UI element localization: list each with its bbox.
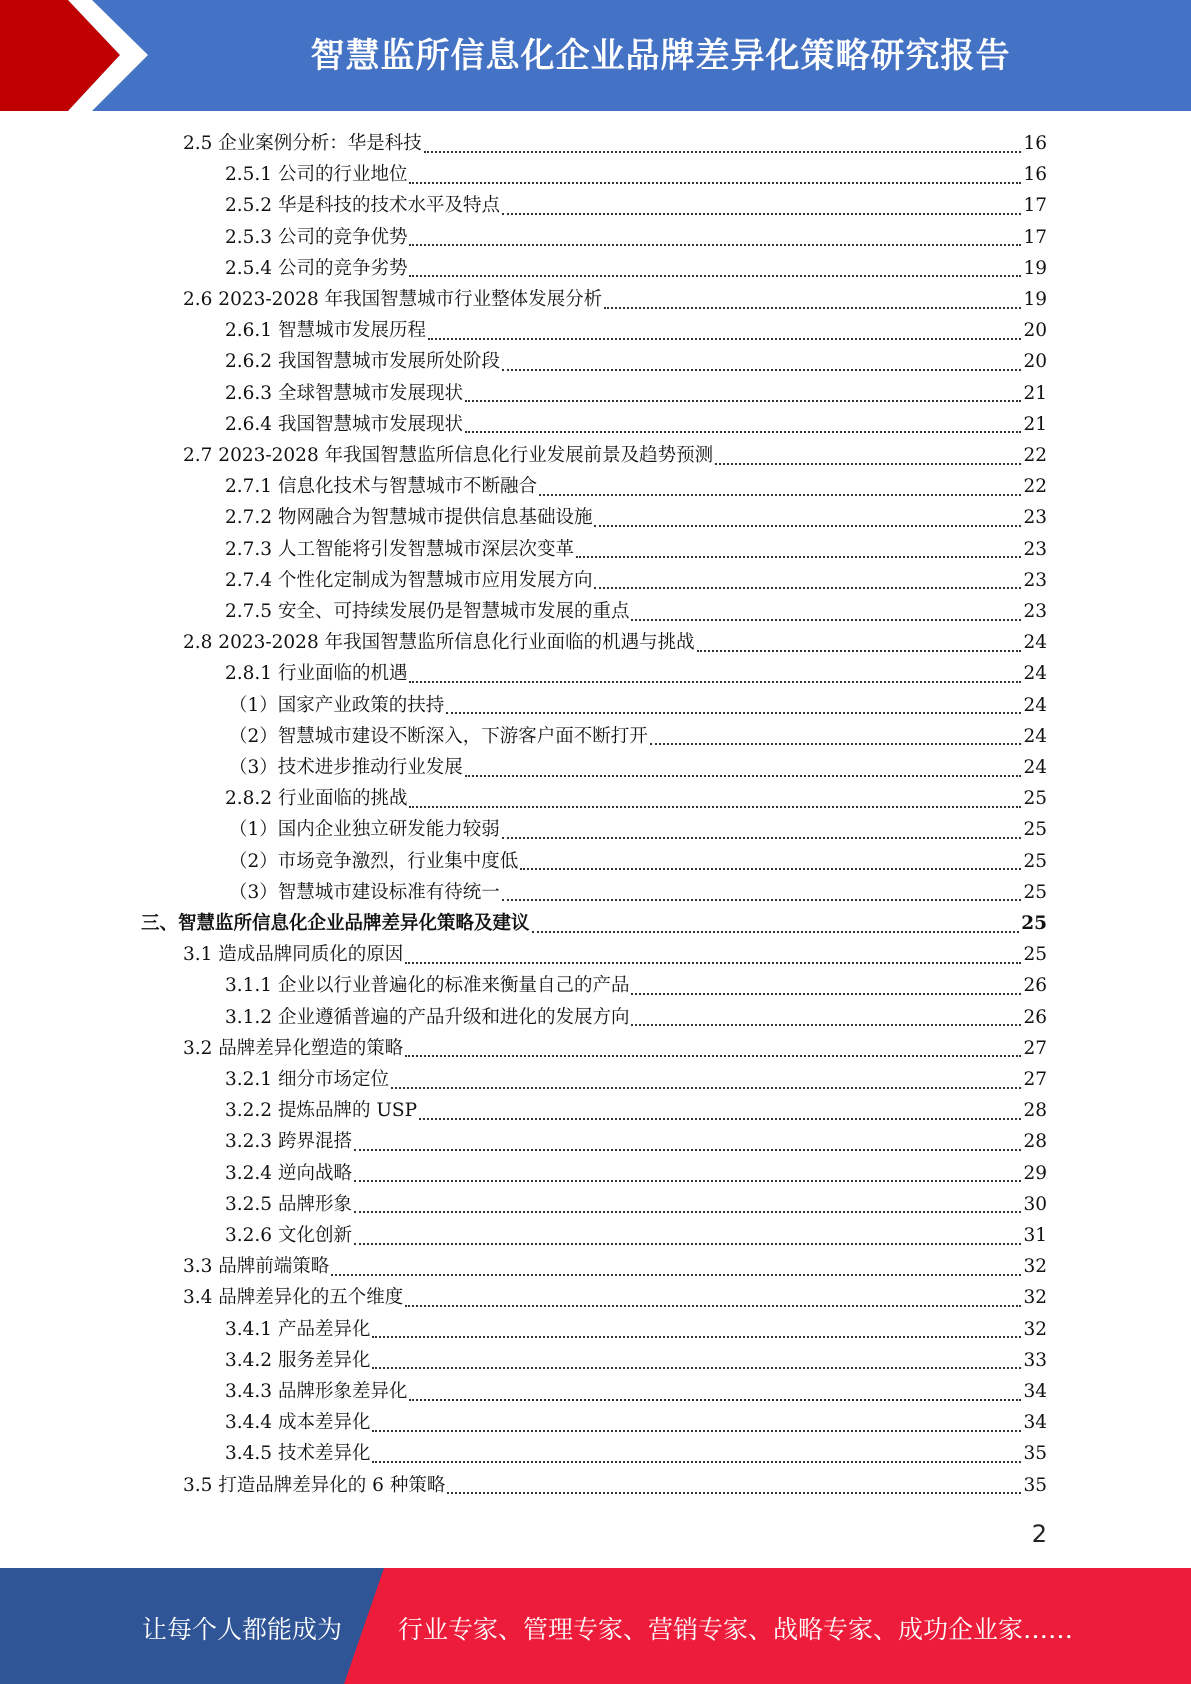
toc-leader-dots <box>502 213 1021 215</box>
toc-entry-page: 24 <box>1023 725 1047 747</box>
toc-leader-dots <box>331 1274 1021 1276</box>
toc-entry-page: 34 <box>1023 1412 1047 1434</box>
toc-leader-dots <box>372 1461 1021 1463</box>
toc-entry[interactable] <box>183 284 1047 315</box>
toc-entry-label: 3.2.4 逆向战略 <box>225 1162 352 1184</box>
toc-entry[interactable] <box>225 471 1047 502</box>
toc-entry[interactable] <box>225 1002 1047 1033</box>
toc-entry-label: 2.6.2 我国智慧城市发展所处阶段 <box>225 351 500 373</box>
toc-leader-dots <box>631 993 1021 995</box>
toc-entry[interactable] <box>183 1470 1047 1501</box>
toc-leader-dots <box>391 1087 1021 1089</box>
toc-entry-page: 17 <box>1023 226 1047 248</box>
toc-entry-page: 25 <box>1023 850 1047 872</box>
toc-entry-label: （3）智慧城市建设标准有待统一 <box>229 881 500 903</box>
toc-leader-dots <box>697 650 1022 652</box>
toc-entry[interactable] <box>225 378 1047 409</box>
toc-leader-dots <box>419 1118 1021 1120</box>
toc-entry-label: 3.5 打造品牌差异化的 6 种策略 <box>183 1474 446 1496</box>
toc-leader-dots <box>372 1430 1021 1432</box>
toc-entry-label: （1）国内企业独立研发能力较弱 <box>229 819 500 841</box>
toc-entry[interactable] <box>225 1158 1047 1189</box>
toc-entry[interactable] <box>183 128 1047 159</box>
toc-leader-dots <box>409 182 1021 184</box>
footer-slogan-left: 让每个人都能成为 <box>142 1615 343 1644</box>
toc-entry-page: 26 <box>1023 975 1047 997</box>
toc-entry-label: 3.4.3 品牌形象差异化 <box>225 1381 408 1402</box>
toc-entry-page: 16 <box>1023 133 1047 154</box>
toc-entry-label: 2.6 2023-2028 年我国智慧城市行业整体发展分析 <box>183 289 603 310</box>
toc-entry[interactable] <box>225 1064 1047 1095</box>
toc-entry[interactable] <box>225 502 1047 533</box>
toc-entry-label: 2.7.1 信息化技术与智慧城市不断融合 <box>225 476 537 498</box>
toc-entry-page: 20 <box>1023 320 1047 342</box>
toc-entry-page: 35 <box>1023 1474 1047 1496</box>
toc-entry-page: 24 <box>1023 694 1047 716</box>
toc-leader-dots <box>465 400 1021 402</box>
toc-leader-dots <box>502 837 1022 839</box>
toc-entry-page: 27 <box>1023 1069 1047 1090</box>
toc-leader-dots <box>354 1243 1022 1245</box>
toc-entry-page: 19 <box>1023 289 1047 310</box>
toc-entry[interactable] <box>183 1033 1047 1064</box>
toc-entry-page: 22 <box>1023 476 1047 498</box>
toc-entry-page: 21 <box>1023 413 1047 435</box>
toc-leader-dots <box>409 806 1021 808</box>
toc-entry-label: 3.1.2 企业遵循普遍的产品升级和进化的发展方向 <box>225 1006 630 1028</box>
footer-slogan-right: 行业专家、管理专家、营销专家、战略专家、成功企业家…… <box>398 1615 1074 1644</box>
toc-leader-dots <box>409 244 1021 246</box>
toc-entry-label: 2.8.2 行业面临的挑战 <box>225 788 408 810</box>
toc-entry-page: 20 <box>1023 351 1047 373</box>
toc-entry[interactable] <box>225 970 1047 1001</box>
toc-leader-dots <box>502 899 1022 901</box>
toc-entry-label: 2.6.3 全球智慧城市发展现状 <box>225 382 463 404</box>
toc-entry-label: （1）国家产业政策的扶持 <box>229 694 445 716</box>
toc-entry-page: 32 <box>1023 1256 1047 1278</box>
toc-entry-page: 32 <box>1023 1318 1047 1340</box>
toc-entry-page: 24 <box>1023 632 1047 654</box>
toc-entry-label: 2.7 2023-2028 年我国智慧监所信息化行业发展前景及趋势预测 <box>183 445 714 466</box>
toc-leader-dots <box>354 1180 1022 1182</box>
toc-entry[interactable] <box>225 1189 1047 1220</box>
toc-entry[interactable] <box>225 1345 1047 1376</box>
toc-entry-label: （3）技术进步推动行业发展 <box>229 757 463 778</box>
toc-entry-page: 25 <box>1023 788 1047 810</box>
toc-entry[interactable] <box>225 346 1047 377</box>
toc-entry-label: 3.2.1 细分市场定位 <box>225 1069 389 1090</box>
toc-entry-label: 3.4.1 产品差异化 <box>225 1318 371 1340</box>
toc-entry-label: 2.8 2023-2028 年我国智慧监所信息化行业面临的机遇与挑战 <box>183 632 695 654</box>
toc-leader-dots <box>372 1367 1021 1369</box>
toc-entry-label: 2.7.5 安全、可持续发展仍是智慧城市发展的重点 <box>225 601 630 622</box>
toc-entry[interactable] <box>225 159 1047 190</box>
toc-entry[interactable] <box>225 596 1047 627</box>
toc-entry-label: 3.1 造成品牌同质化的原因 <box>183 944 404 966</box>
toc-entry-label: 2.7.3 人工智能将引发智慧城市深层次变革 <box>225 538 574 560</box>
toc-entry-label: 2.7.2 物网融合为智慧城市提供信息基础设施 <box>225 507 593 529</box>
report-title: 智慧监所信息化企业品牌差异化策略研究报告 <box>310 36 1011 76</box>
toc-entry[interactable] <box>183 1251 1047 1282</box>
toc-entry-label: 2.7.4 个性化定制成为智慧城市应用发展方向 <box>225 569 593 591</box>
toc-leader-dots <box>372 1336 1021 1338</box>
toc-entry-label: 三、智慧监所信息化企业品牌差异化策略及建议 <box>141 913 530 934</box>
toc-leader-dots <box>539 494 1021 496</box>
toc-leader-dots <box>502 369 1021 371</box>
toc-entry[interactable] <box>183 440 1047 471</box>
toc-entry[interactable] <box>225 658 1047 689</box>
toc-entry[interactable] <box>225 1095 1047 1126</box>
toc-entry-page: 19 <box>1023 257 1047 279</box>
toc-entry-page: 32 <box>1023 1287 1047 1309</box>
toc-entry-page: 26 <box>1023 1006 1047 1028</box>
toc-entry[interactable] <box>225 783 1047 814</box>
toc-entry[interactable] <box>225 190 1047 221</box>
toc-leader-dots <box>715 463 1021 465</box>
toc-entry[interactable] <box>225 565 1047 596</box>
toc-entry[interactable] <box>225 409 1047 440</box>
toc-leader-dots <box>576 556 1021 558</box>
toc-leader-dots <box>594 587 1021 589</box>
toc-leader-dots <box>424 151 1022 153</box>
toc-entry[interactable] <box>225 315 1047 346</box>
toc-entry-label: 3.2.3 跨界混搭 <box>225 1131 352 1153</box>
toc-entry-label: 3.4.4 成本差异化 <box>225 1412 371 1434</box>
toc-entry-label: 2.5.1 公司的行业地位 <box>225 164 408 186</box>
toc-leader-dots <box>465 775 1022 777</box>
toc-entry-page: 23 <box>1023 507 1047 529</box>
toc-entry[interactable] <box>225 534 1047 565</box>
toc-entry[interactable] <box>225 1220 1047 1251</box>
toc-entry[interactable] <box>225 1126 1047 1157</box>
toc-entry-label: 3.4.5 技术差异化 <box>225 1443 371 1465</box>
toc-entry-page: 23 <box>1023 569 1047 591</box>
toc-entry-page: 33 <box>1023 1349 1047 1371</box>
toc-entry-page: 25 <box>1023 944 1047 966</box>
toc-entry[interactable] <box>229 752 1047 783</box>
toc-entry[interactable] <box>229 814 1047 845</box>
toc-entry-page: 25 <box>1023 819 1047 841</box>
toc-entry-label: 2.6.4 我国智慧城市发展现状 <box>225 413 463 435</box>
toc-leader-dots <box>405 1055 1021 1057</box>
toc-entry-page: 22 <box>1023 445 1047 466</box>
page-number: 2 <box>1031 1520 1047 1548</box>
toc-entry-label: 3.2.5 品牌形象 <box>225 1193 352 1215</box>
toc-entry[interactable] <box>225 222 1047 253</box>
toc-entry-page: 23 <box>1023 538 1047 560</box>
toc-entry-label: 3.2.2 提炼品牌的 USP <box>225 1100 418 1122</box>
toc-entry[interactable] <box>229 721 1047 752</box>
toc-entry-label: 3.2 品牌差异化塑造的策略 <box>183 1037 404 1059</box>
toc-entry-label: 2.6.1 智慧城市发展历程 <box>225 320 426 342</box>
toc-leader-dots <box>650 743 1022 745</box>
toc-entry-page: 29 <box>1023 1162 1047 1184</box>
toc-entry-label: （2）智慧城市建设不断深入，下游客户面不断打开 <box>229 725 648 747</box>
toc-entry-page: 27 <box>1023 1037 1047 1059</box>
toc-entry-page: 25 <box>1021 913 1047 934</box>
toc-entry-page: 31 <box>1023 1225 1047 1246</box>
toc-leader-dots <box>604 307 1021 309</box>
toc-entry-page: 21 <box>1023 382 1047 404</box>
toc-leader-dots <box>428 338 1021 340</box>
toc-leader-dots <box>631 619 1021 621</box>
page-header <box>0 0 1191 111</box>
toc-entry[interactable] <box>141 908 1047 939</box>
toc-leader-dots <box>409 275 1021 277</box>
toc-leader-dots <box>446 712 1021 714</box>
toc-entry[interactable] <box>229 690 1047 721</box>
toc-entry-label: 2.5.4 公司的竞争劣势 <box>225 257 408 279</box>
toc-leader-dots <box>447 1492 1021 1494</box>
toc-leader-dots <box>594 525 1021 527</box>
toc-entry[interactable] <box>229 846 1047 877</box>
page-footer <box>0 1568 1191 1684</box>
toc-entry-page: 34 <box>1023 1381 1047 1402</box>
toc-entry-label: （2）市场竞争激烈，行业集中度低 <box>229 850 519 872</box>
toc-entry-label: 3.4 品牌差异化的五个维度 <box>183 1287 404 1309</box>
toc-entry-page: 24 <box>1023 663 1047 685</box>
toc-entry[interactable] <box>225 1376 1047 1407</box>
toc-leader-dots <box>354 1211 1022 1213</box>
toc-entry[interactable] <box>225 253 1047 284</box>
toc-leader-dots <box>405 962 1021 964</box>
toc-entry[interactable] <box>225 1438 1047 1469</box>
toc-entry[interactable] <box>225 1407 1047 1438</box>
toc-entry-label: 2.8.1 行业面临的机遇 <box>225 663 408 685</box>
toc-leader-dots <box>409 681 1021 683</box>
toc-entry-page: 17 <box>1023 195 1047 217</box>
toc-entry-page: 28 <box>1023 1131 1047 1153</box>
toc-entry-label: 2.5.3 公司的竞争优势 <box>225 226 408 248</box>
toc-entry-page: 24 <box>1023 757 1047 778</box>
toc-entry[interactable] <box>229 877 1047 908</box>
toc-entry-label: 3.2.6 文化创新 <box>225 1225 352 1246</box>
toc-leader-dots <box>405 1305 1021 1307</box>
toc-entry[interactable] <box>183 1282 1047 1313</box>
toc-leader-dots <box>532 931 1020 933</box>
toc-entry[interactable] <box>183 627 1047 658</box>
toc-entry-page: 35 <box>1023 1443 1047 1465</box>
toc-entry-page: 16 <box>1023 164 1047 186</box>
toc-entry-label: 3.1.1 企业以行业普遍化的标准来衡量自己的产品 <box>225 975 630 997</box>
toc-entry-label: 3.3 品牌前端策略 <box>183 1256 330 1278</box>
toc-entry-label: 3.4.2 服务差异化 <box>225 1349 371 1371</box>
toc-entry-page: 28 <box>1023 1100 1047 1122</box>
toc-entry-label: 2.5 企业案例分析：华是科技 <box>183 133 422 154</box>
toc-entry[interactable] <box>225 1314 1047 1345</box>
toc-entry[interactable] <box>183 939 1047 970</box>
toc-entry-page: 30 <box>1023 1193 1047 1215</box>
toc-leader-dots <box>631 1024 1021 1026</box>
toc-entry-page: 25 <box>1023 881 1047 903</box>
toc-entry-page: 23 <box>1023 601 1047 622</box>
toc-leader-dots <box>354 1149 1022 1151</box>
toc-leader-dots <box>409 1399 1021 1401</box>
toc-leader-dots <box>465 431 1021 433</box>
toc-leader-dots <box>520 868 1021 870</box>
toc-entry-label: 2.5.2 华是科技的技术水平及特点 <box>225 195 500 217</box>
